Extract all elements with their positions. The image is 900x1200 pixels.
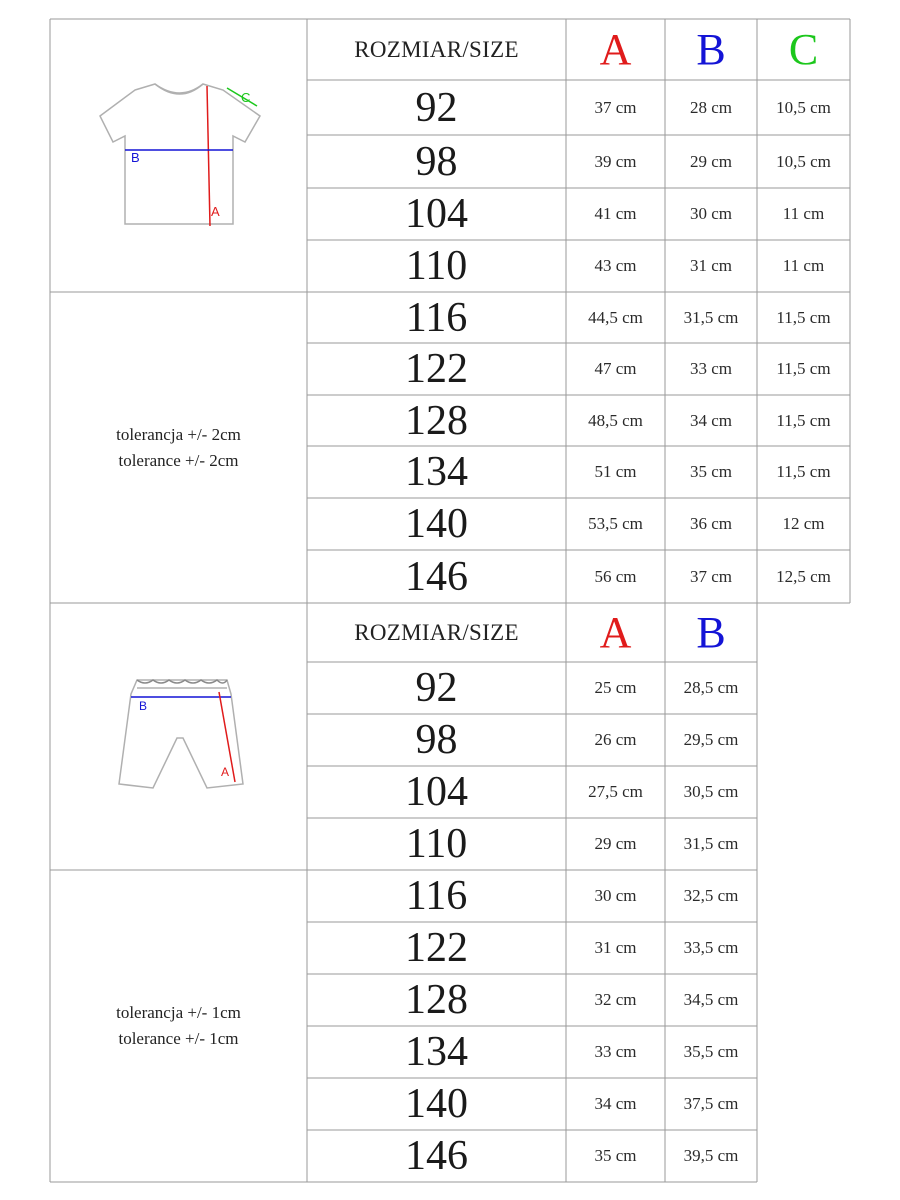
shirt-tolerance (51, 293, 306, 602)
shorts-a-value: 27,5 cm (588, 782, 643, 801)
shorts-a-value: 29 cm (594, 834, 637, 853)
shorts-size: 128 (405, 977, 468, 1023)
shirt-c-value: 11,5 cm (776, 307, 831, 327)
shirt-c-value: 10,5 cm (776, 151, 831, 171)
shorts-a-value: 32 cm (594, 990, 637, 1009)
shirt-size: 122 (405, 346, 468, 392)
shirt-a-value: 48,5 cm (588, 410, 643, 430)
shirt-size: 134 (405, 449, 468, 495)
shirt-size-header: ROZMIAR/SIZE (354, 36, 519, 62)
shirt-a-value: 43 cm (594, 256, 637, 275)
shirt-c-value: 12 cm (782, 514, 825, 533)
shorts-size: 92 (415, 665, 458, 711)
shirt-size: 98 (415, 138, 458, 185)
shirt-a-value: 56 cm (594, 566, 637, 586)
shirt-b-value: 29 cm (689, 151, 733, 171)
shirt-size: 110 (405, 243, 468, 289)
shirt-c-value: 11 cm (782, 256, 825, 275)
shorts-size: 122 (405, 925, 468, 971)
tshirt-label-c: C (241, 90, 251, 105)
shorts-size: 140 (405, 1081, 468, 1127)
shorts-a-value: 30 cm (594, 886, 637, 905)
shorts-size: 146 (405, 1133, 468, 1179)
shorts-col-a-header: A (599, 608, 632, 657)
shirt-size: 104 (405, 191, 468, 237)
shorts-size: 134 (405, 1029, 468, 1075)
shirt-size: 140 (405, 501, 468, 547)
shirt-size: 146 (405, 553, 468, 600)
shirt-b-value: 34 cm (689, 410, 733, 430)
shirt-a-value: 44,5 cm (588, 307, 643, 327)
shirt-col-b-header: B (696, 25, 726, 74)
shorts-b-value: 39,5 cm (683, 1146, 739, 1165)
shorts-b-value: 32,5 cm (683, 886, 739, 905)
shirt-c-value: 11 cm (782, 204, 825, 223)
shorts-b-value: 34,5 cm (683, 990, 739, 1009)
shirt-c-value: 11,5 cm (776, 359, 831, 378)
shirt-a-value: 53,5 cm (588, 514, 643, 533)
shirt-size: 116 (405, 294, 468, 341)
shirt-b-value: 31 cm (689, 256, 733, 275)
shirt-a-value: 41 cm (594, 204, 637, 223)
shorts-a-value: 35 cm (594, 1146, 637, 1165)
shirt-col-c-header: C (788, 25, 819, 74)
shorts-b-value: 37,5 cm (683, 1094, 739, 1113)
shorts-b-value: 30,5 cm (683, 782, 739, 801)
shorts-b-value: 31,5 cm (683, 834, 739, 853)
shorts-diagram-icon (115, 672, 245, 797)
shorts-b-value: 28,5 cm (683, 678, 739, 697)
shirt-b-value: 33 cm (689, 359, 733, 378)
shorts-col-b-header: B (696, 608, 726, 657)
shorts-b-value: 29,5 cm (683, 730, 739, 749)
shirt-a-value: 39 cm (594, 151, 637, 171)
shorts-size: 104 (405, 769, 468, 815)
shorts-tolerance-en: tolerance +/- 1cm (118, 1029, 239, 1048)
shorts-size-header: ROZMIAR/SIZE (354, 619, 519, 645)
tshirt-label-b: B (131, 150, 140, 165)
shirt-a-value: 51 cm (594, 462, 637, 481)
shorts-label-a: A (221, 765, 230, 779)
shorts-a-value: 25 cm (594, 678, 637, 697)
shirt-size: 92 (415, 84, 458, 131)
shirt-b-value: 28 cm (689, 97, 733, 117)
shirt-tolerance-en: tolerance +/- 2cm (118, 450, 239, 470)
shirt-b-value: 31,5 cm (683, 307, 739, 327)
tshirt-label-a: A (211, 204, 220, 219)
shorts-tolerance (51, 871, 306, 1181)
shirt-c-value: 10,5 cm (776, 97, 831, 117)
shorts-size: 116 (405, 873, 468, 919)
shorts-b-value: 33,5 cm (683, 938, 739, 957)
shirt-c-value: 11,5 cm (776, 462, 831, 481)
shirt-b-value: 35 cm (689, 462, 733, 481)
shirt-a-value: 37 cm (594, 97, 637, 117)
shorts-b-value: 35,5 cm (683, 1042, 739, 1061)
shorts-tolerance-pl: tolerancja +/- 1cm (116, 1003, 241, 1022)
shorts-a-value: 33 cm (594, 1042, 637, 1061)
shorts-a-value: 26 cm (594, 730, 637, 749)
shirt-b-value: 37 cm (689, 566, 733, 586)
shirt-col-a-header: A (599, 25, 632, 74)
shorts-label-b: B (139, 699, 148, 713)
tshirt-diagram-icon (95, 80, 270, 230)
shorts-size: 98 (415, 717, 458, 763)
shirt-b-value: 30 cm (689, 204, 733, 223)
shirt-c-value: 12,5 cm (776, 566, 831, 586)
shorts-a-value: 31 cm (594, 938, 637, 957)
shirt-b-value: 36 cm (689, 514, 733, 533)
shirt-c-value: 11,5 cm (776, 410, 831, 430)
shirt-size: 128 (405, 397, 468, 444)
shirt-a-value: 47 cm (594, 359, 637, 378)
shirt-tolerance-pl: tolerancja +/- 2cm (116, 424, 241, 444)
shorts-a-value: 34 cm (594, 1094, 637, 1113)
shorts-size: 110 (405, 821, 468, 867)
